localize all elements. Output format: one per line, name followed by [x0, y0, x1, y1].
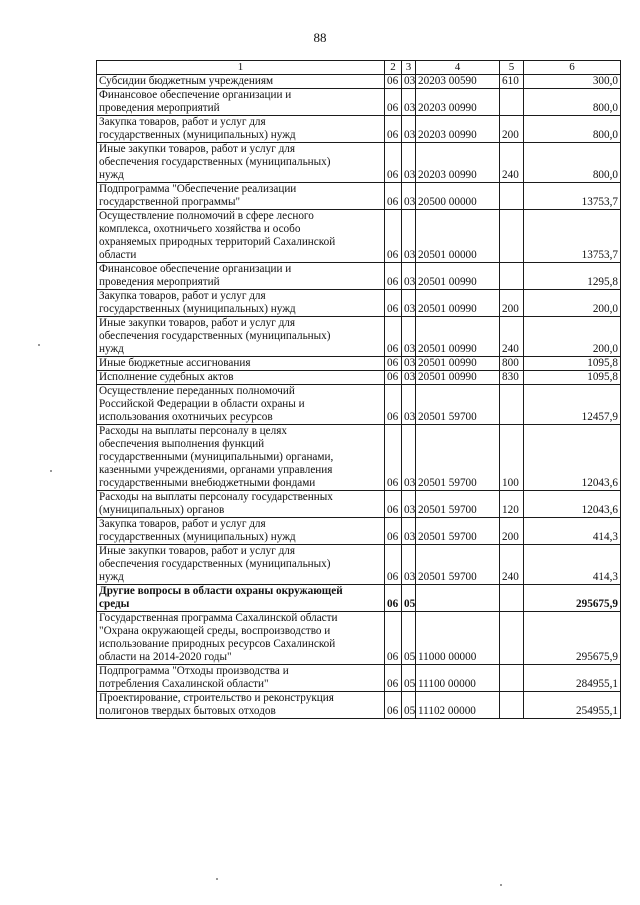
section-code: 06: [385, 290, 402, 317]
target-article-code: 20501 59700: [416, 425, 500, 491]
amount: 254955,1: [524, 692, 621, 719]
amount: 1095,8: [524, 357, 621, 371]
row-name: Осуществление переданных полномочий Российской Федерации в области охраны и использования охотничьих ресурсов: [97, 385, 385, 425]
scan-speck: [216, 878, 218, 880]
table-row: [97, 371, 621, 385]
amount: 12457,9: [524, 385, 621, 425]
row-name: Проектирование, строительство и реконструкция полигонов твердых бытовых отходов: [97, 692, 385, 719]
expense-type-code: [500, 385, 524, 425]
amount: 1295,8: [524, 263, 621, 290]
section-code: 06: [385, 183, 402, 210]
subsection-code: 03: [402, 425, 416, 491]
amount: 13753,7: [524, 183, 621, 210]
section-code: 06: [385, 75, 402, 89]
expense-type-code: 610: [500, 75, 524, 89]
row-name: Финансовое обеспечение организации и проведения мероприятий: [97, 263, 385, 290]
subsection-code: 03: [402, 545, 416, 585]
section-code: 06: [385, 585, 402, 612]
amount: 295675,9: [524, 585, 621, 612]
table-row: [97, 210, 621, 263]
target-article-code: 11100 00000: [416, 665, 500, 692]
section-code: 06: [385, 371, 402, 385]
page-number: 88: [313, 30, 327, 45]
header-cell: 2: [385, 61, 402, 75]
budget-table: [96, 60, 621, 719]
section-code: 06: [385, 317, 402, 357]
target-article-code: 20501 00990: [416, 263, 500, 290]
table-row: [97, 692, 621, 719]
amount: 12043,6: [524, 491, 621, 518]
header-cell: 4: [416, 61, 500, 75]
row-name: Исполнение судебных актов: [97, 371, 385, 385]
table-row: [97, 518, 621, 545]
row-name: Закупка товаров, работ и услуг для государственных (муниципальных) нужд: [97, 518, 385, 545]
section-code: 06: [385, 425, 402, 491]
table-row: [97, 116, 621, 143]
subsection-code: 03: [402, 143, 416, 183]
header-cell: 1: [97, 61, 385, 75]
expense-type-code: [500, 585, 524, 612]
target-article-code: 20203 00590: [416, 75, 500, 89]
target-article-code: 20203 00990: [416, 89, 500, 116]
expense-type-code: 200: [500, 290, 524, 317]
table-row: [97, 612, 621, 665]
subsection-code: 05: [402, 692, 416, 719]
expense-type-code: [500, 89, 524, 116]
target-article-code: 20501 59700: [416, 545, 500, 585]
row-name: Государственная программа Сахалинской области "Охрана окружающей среды, воспроизводство и использование природных ресурсов Сахалинской области на 2014-2020 годы": [97, 612, 385, 665]
expense-type-code: 240: [500, 143, 524, 183]
section-code: 06: [385, 612, 402, 665]
row-name: Закупка товаров, работ и услуг для государственных (муниципальных) нужд: [97, 290, 385, 317]
subsection-code: 03: [402, 290, 416, 317]
expense-type-code: 100: [500, 425, 524, 491]
row-name: Осуществление полномочий в сфере лесного комплекса, охотничьего хозяйства и особо охраняемых природных территорий Сахалинской области: [97, 210, 385, 263]
scan-speck: [38, 344, 40, 346]
row-name: Иные закупки товаров, работ и услуг для обеспечения государственных (муниципальных) нужд: [97, 143, 385, 183]
section-code: 06: [385, 518, 402, 545]
amount: 295675,9: [524, 612, 621, 665]
row-name: Расходы на выплаты персоналу государственных (муниципальных) органов: [97, 491, 385, 518]
row-name: Финансовое обеспечение организации и проведения мероприятий: [97, 89, 385, 116]
amount: 414,3: [524, 518, 621, 545]
expense-type-code: 240: [500, 545, 524, 585]
subsection-code: 03: [402, 371, 416, 385]
target-article-code: [416, 585, 500, 612]
expense-type-code: [500, 612, 524, 665]
target-article-code: 20203 00990: [416, 143, 500, 183]
expense-type-code: [500, 263, 524, 290]
scan-speck: [50, 470, 52, 472]
target-article-code: 20501 00990: [416, 317, 500, 357]
subsection-code: 03: [402, 518, 416, 545]
header-cell: 5: [500, 61, 524, 75]
expense-type-code: [500, 183, 524, 210]
section-code: 06: [385, 263, 402, 290]
target-article-code: 11000 00000: [416, 612, 500, 665]
table-row: [97, 89, 621, 116]
target-article-code: 11102 00000: [416, 692, 500, 719]
subsection-code: 03: [402, 210, 416, 263]
subsection-code: 03: [402, 357, 416, 371]
table-row: [97, 357, 621, 371]
expense-type-code: [500, 665, 524, 692]
target-article-code: 20501 59700: [416, 385, 500, 425]
expense-type-code: 200: [500, 518, 524, 545]
amount: 414,3: [524, 545, 621, 585]
section-code: 06: [385, 491, 402, 518]
amount: 800,0: [524, 116, 621, 143]
row-name: Подпрограмма "Обеспечение реализации государственной программы": [97, 183, 385, 210]
row-name: Подпрограмма "Отходы производства и потребления Сахалинской области": [97, 665, 385, 692]
expense-type-code: [500, 210, 524, 263]
section-code: 06: [385, 143, 402, 183]
section-code: 06: [385, 385, 402, 425]
expense-type-code: 200: [500, 116, 524, 143]
row-name: Расходы на выплаты персоналу в целях обеспечения выполнения функций государственными (муниципальными) органами, казенными учреждениями, органами управления государственными внебюджетными фондами: [97, 425, 385, 491]
table-row: [97, 75, 621, 89]
row-name: Иные закупки товаров, работ и услуг для обеспечения государственных (муниципальных) нужд: [97, 317, 385, 357]
header-cell: 3: [402, 61, 416, 75]
target-article-code: 20501 00990: [416, 357, 500, 371]
row-name: Иные бюджетные ассигнования: [97, 357, 385, 371]
amount: 800,0: [524, 89, 621, 116]
table-row: [97, 317, 621, 357]
section-code: 06: [385, 692, 402, 719]
subsection-code: 05: [402, 612, 416, 665]
expense-type-code: 120: [500, 491, 524, 518]
row-name: Иные закупки товаров, работ и услуг для обеспечения государственных (муниципальных) нужд: [97, 545, 385, 585]
target-article-code: 20501 59700: [416, 491, 500, 518]
section-code: 06: [385, 89, 402, 116]
table-row: [97, 585, 621, 612]
expense-type-code: [500, 692, 524, 719]
section-code: 06: [385, 210, 402, 263]
subsection-code: 05: [402, 665, 416, 692]
amount: 1095,8: [524, 371, 621, 385]
table-row: [97, 290, 621, 317]
target-article-code: 20501 00990: [416, 290, 500, 317]
subsection-code: 03: [402, 75, 416, 89]
table-row: [97, 385, 621, 425]
table-row: [97, 545, 621, 585]
section-code: 06: [385, 357, 402, 371]
target-article-code: 20203 00990: [416, 116, 500, 143]
table-row: [97, 143, 621, 183]
table-header-row: [97, 61, 621, 75]
row-name: Закупка товаров, работ и услуг для государственных (муниципальных) нужд: [97, 116, 385, 143]
subsection-code: 03: [402, 317, 416, 357]
subsection-code: 03: [402, 183, 416, 210]
target-article-code: 20501 00990: [416, 371, 500, 385]
amount: 284955,1: [524, 665, 621, 692]
table-row: [97, 491, 621, 518]
expense-type-code: 240: [500, 317, 524, 357]
subsection-code: 03: [402, 89, 416, 116]
header-cell: 6: [524, 61, 621, 75]
section-code: 06: [385, 665, 402, 692]
target-article-code: 20501 00000: [416, 210, 500, 263]
amount: 800,0: [524, 143, 621, 183]
row-name: Субсидии бюджетным учреждениям: [97, 75, 385, 89]
table-row: [97, 263, 621, 290]
target-article-code: 20501 59700: [416, 518, 500, 545]
scan-speck: [500, 884, 502, 886]
table-row: [97, 183, 621, 210]
row-name: Другие вопросы в области охраны окружающей среды: [97, 585, 385, 612]
amount: 200,0: [524, 317, 621, 357]
amount: 12043,6: [524, 425, 621, 491]
amount: 13753,7: [524, 210, 621, 263]
subsection-code: 03: [402, 116, 416, 143]
amount: 300,0: [524, 75, 621, 89]
section-code: 06: [385, 545, 402, 585]
subsection-code: 03: [402, 385, 416, 425]
table-row: [97, 665, 621, 692]
expense-type-code: 830: [500, 371, 524, 385]
subsection-code: 05: [402, 585, 416, 612]
target-article-code: 20500 00000: [416, 183, 500, 210]
subsection-code: 03: [402, 263, 416, 290]
table-row: [97, 425, 621, 491]
section-code: 06: [385, 116, 402, 143]
amount: 200,0: [524, 290, 621, 317]
expense-type-code: 800: [500, 357, 524, 371]
subsection-code: 03: [402, 491, 416, 518]
